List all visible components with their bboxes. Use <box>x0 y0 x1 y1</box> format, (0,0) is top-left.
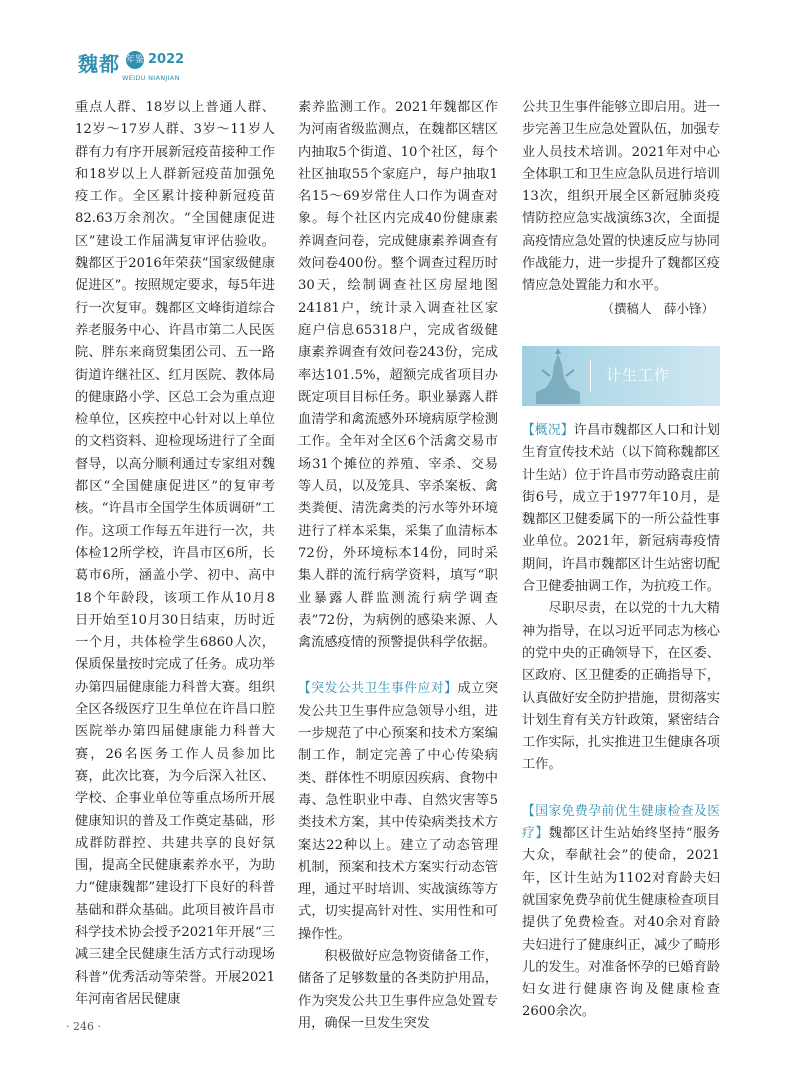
yearbook-year: 2022 <box>148 52 185 67</box>
paragraph: 重点人群、18岁以上普通人群、12岁～17岁人群、3岁～11岁人群有力有序开展新冠疫苗接种工作和18岁以上人群新冠疫苗加强免疫工作。全区累计接种新冠疫苗82.63万余剂次。“全国健康促进区”建设工作届满复审评估验收。魏都区于2016年荣获“国家级健康促进区”。按照规定要求，每5年进行一次复审。魏都区文峰街道综合养老服务中心、许昌市第二人民医院、胖东来商贸集团公司、五一路街道许继社区、红月医院、教体局的健康路小学、区总工会为重点迎检单位，区疾控中心针对以上单位的文档资料、迎检现场进行了全面督导，以高分顺利通过专家组对魏都区“全国健康促进区”的复审考核。“许昌市全国学生体质调研”工作。这项工作每五年进行一次，共体检12所学校，许昌市区6所，长葛市6所，涵盖小学、初中、高中18个年龄段，该项工作从10月8日开始至10月30日结束，历时近一个月，共体检学生6860人次，保质保量按时完成了任务。成功举办第四届健康能力科普大赛。组织全区各级医疗卫生单位在许昌口腔医院举办第四届健康能力科普大赛，26名医务工作人员参加比赛，此次比赛，为今后深入社区、学校、企事业单位等重点场所开展健康知识的普及工作奠定基础，形成群防群控、共建共享的良好氛围，提高全民健康素养水平，为助力“健康魏都”建设打下良好的科普基础和群众基础。此项目被许昌市科学技术协会授予2021年开展“三减三建全民健康生活方式行动现场科普”优秀活动等荣誉。开展2021年河南省居民健康 <box>75 100 275 1007</box>
paragraph-text: 成立突发公共卫生事件应急领导小组，进一步规范了中心预案和技术方案编制工作，制定完善了中心传染病类、群体性不明原因疾病、食物中毒、急性职业中毒、自然灾害等5类技术方案，其中传染病类技术方案达22种以上。建立了动态管理机制，预案和技术方案实行动态管理，通过平时培训、实战演练等方式，切实提高针对性、实用性和可操作性。 <box>298 681 499 942</box>
paragraph: 公共卫生事件能够立即启用。进一步完善卫生应急处置队伍，加强专业人员技术培训。2021年对中心全体职工和卫生应急队员进行培训13次，组织开展全区新冠肺炎疫情防控应急实战演练3次，全面提高疫情应急处置的快速反应与协同作战能力，进一步提升了魏都区疫情应急处置能力和水平。 <box>522 100 720 294</box>
banner-divider <box>590 360 591 392</box>
spacer <box>522 777 720 801</box>
section-title: 计生工作 <box>606 365 671 384</box>
section-heading-overview: 【概况】 <box>522 422 574 438</box>
spacer <box>298 654 498 678</box>
paragraph <box>522 420 720 598</box>
paragraph: 素养监测工作。2021年魏都区作为河南省级监测点，在魏都区辖区内抽取5个街道、10个社区，每个社区抽取55个家庭户，每户抽取1名15～69岁常住人口作为调查对象。每个社区内完成40份健康素养调查问卷，完成健康素养调查有效问卷400份。整个调查过程历时30天，绘制调查社区房屋地图24181户，统计录入调查社区家庭户信息65318户，完成省级健康素养调查有效问卷243份，完成率达101.5%，超额完成省项目办既定项目目标任务。职业暴露人群血清学和禽流感外环境病原学检测工作。全年对全区6个活禽交易市场31个摊位的养殖、宰杀、交易等人员，以及笼具、宰杀案板、禽类粪便、清洗禽类的污水等外环境进行了样本采集，采集了血清标本72份，外环境标本14份，同时采集人群的流行病学资料，填写“职业暴露人群监测流行病学调查表”72份，为病例的感染来源、人禽流感疫情的预警提供科学依据。 <box>298 100 498 651</box>
paragraph: 积极做好应急物资储备工作，储备了足够数量的各类防护用品，作为突发公共卫生事件应急处置专用，确保一旦发生突发 <box>298 948 498 1031</box>
yearbook-logo-english: WEIDU NIANJIAN <box>122 74 180 82</box>
paragraph-text: 魏都区计生站始终坚持“服务大众，奉献社会”的使命，2021年，区计生站为1102对育龄夫妇就国家免费孕前优生健康检查项目提供了免费检查。对40余对育龄夫妇进行了健康纠正，减少了畸形儿的发生。对准备怀孕的已婚育龄妇女进行健康咨询及健康检查2600余次。 <box>522 826 720 1020</box>
author-byline: （撰稿人 薛小锋） <box>601 300 714 316</box>
text-column-2 <box>298 97 498 1035</box>
text-column-3 <box>522 97 720 1024</box>
yearbook-logo-text: 魏都 <box>78 52 120 76</box>
paragraph-text: 许昌市魏都区人口和计划生育宣传技术站（以下简称魏都区计生站）位于许昌市劳动路袁庄前街6号，成立于1977年10月，是魏都区卫健委属下的一所公益性事业单位。2021年，新冠病毒疫情期间，许昌市魏都区计生站密切配合卫健委抽调工作，为抗疫工作。 <box>522 422 720 595</box>
section-heading-emergency: 【突发公共卫生事件应对】 <box>298 681 458 697</box>
yearbook-header <box>78 48 298 90</box>
paragraph <box>298 678 498 946</box>
yearbook-logo-badge: 年鉴 <box>126 51 144 69</box>
section-banner <box>522 346 720 406</box>
paragraph <box>522 801 720 1024</box>
landmark-statue-icon <box>532 348 584 404</box>
text-column-1 <box>75 97 275 1011</box>
page-number: · 246 · <box>66 1020 101 1033</box>
section-heading-prepregnancy-check: 【国家免费孕前优生健康检查及医疗】 <box>522 803 720 842</box>
paragraph: 尽职尽责，在以党的十九大精神为指导，在以习近平同志为核心的党中央的正确领导下，在区委、区政府、区卫健委的正确指导下，认真做好安全防护措施，贯彻落实计划生育有关方针政策，紧密结合工作实际，扎实推进卫生健康各项工作。 <box>522 601 720 773</box>
